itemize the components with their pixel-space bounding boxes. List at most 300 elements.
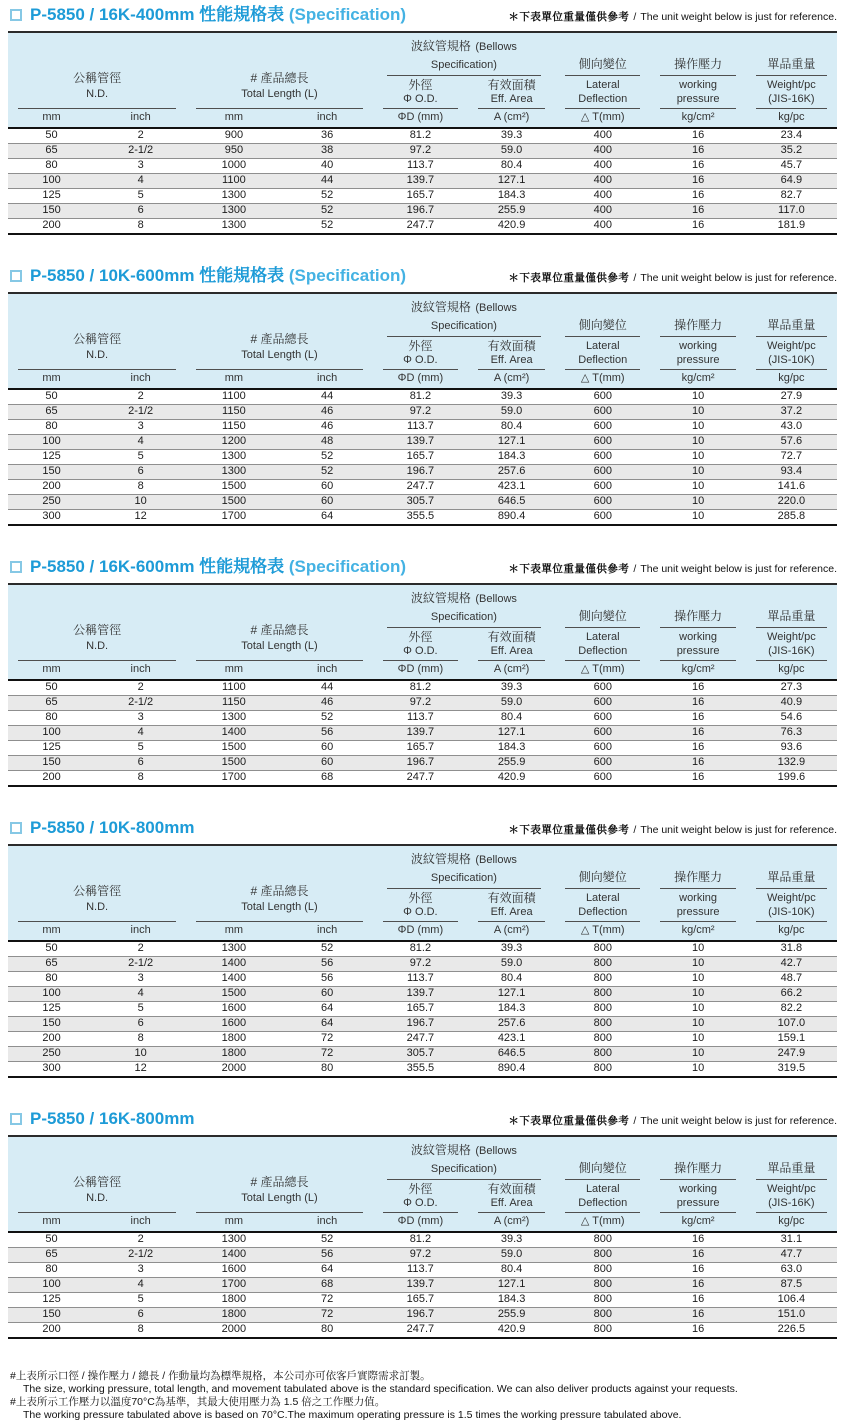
working-pressure-label-zh: 操作壓力 <box>674 609 723 623</box>
table-cell: 150 <box>42 204 61 216</box>
table-cell: 800 <box>593 1278 612 1290</box>
table-cell: 226.5 <box>777 1323 806 1335</box>
table-cell: 184.3 <box>497 189 526 201</box>
table-cell: 600 <box>593 465 612 477</box>
table-cell: 16 <box>691 681 705 693</box>
table-cell: 1500 <box>221 756 247 768</box>
col-lateral-deflection-en <box>555 1180 650 1213</box>
unit-length-inch: inch <box>282 370 373 389</box>
section-title <box>10 5 406 25</box>
lateral-deflection-label-en2: Deflection <box>578 906 628 918</box>
table-cell: 113.7 <box>407 972 434 984</box>
table-cell: 65 <box>45 957 58 969</box>
table-body <box>8 1232 837 1338</box>
table-cell: 80 <box>321 1062 334 1074</box>
table-cell: 16 <box>691 741 705 753</box>
section-title-text <box>30 266 406 286</box>
table-cell: 64.9 <box>780 174 803 186</box>
table-row <box>8 1248 837 1263</box>
table-cell: 151.0 <box>777 1308 806 1320</box>
table-cell: 200 <box>42 480 61 492</box>
unit-length-mm: mm <box>186 922 281 941</box>
lateral-deflection-label-en1: Lateral <box>585 631 620 643</box>
table-cell: 57.6 <box>780 435 803 447</box>
table-cell: 1800 <box>221 1047 247 1059</box>
unit-weight-label-zh: 單品重量 <box>767 57 816 71</box>
table-cell: 16 <box>691 189 705 201</box>
lateral-deflection-label-zh: 側向變位 <box>578 870 627 884</box>
table-cell: 400 <box>593 144 612 156</box>
col-nominal-diameter <box>8 845 186 922</box>
col-bellows-spec <box>373 845 555 889</box>
table-row <box>8 159 837 174</box>
table-cell: 6 <box>137 204 144 216</box>
table-cell: 39.3 <box>500 681 523 693</box>
table-cell: 420.9 <box>497 219 526 231</box>
weight-flange-class: (JIS-16K) <box>768 93 815 105</box>
table-row <box>8 219 837 235</box>
unit-weight: kg/pc <box>746 922 837 941</box>
table-cell: 8 <box>137 771 144 783</box>
table-cell: 60 <box>321 987 334 999</box>
product-model: P-5850 / 10K-800mm <box>30 818 195 837</box>
table-cell: 10 <box>691 942 705 954</box>
effective-area-label-zh: 有效面積 <box>487 891 536 905</box>
lateral-deflection-label-zh: 側向變位 <box>578 57 627 71</box>
table-cell: 800 <box>593 987 612 999</box>
unit-nd-inch: inch <box>95 109 186 128</box>
table-cell: 1400 <box>221 726 247 738</box>
table-cell: 10 <box>691 957 705 969</box>
table-cell: 250 <box>42 1047 61 1059</box>
col-total-length <box>186 1136 373 1213</box>
table-cell: 52 <box>321 219 334 231</box>
table-cell: 39.3 <box>500 390 523 402</box>
unit-weight: kg/pc <box>746 109 837 128</box>
section-title-row <box>8 5 837 25</box>
table-cell: 10 <box>691 435 705 447</box>
table-cell: 16 <box>691 711 705 723</box>
product-model: P-5850 / 10K-600mm 性能規格表 <box>30 266 285 285</box>
table-cell: 1100 <box>222 390 246 402</box>
nominal-diameter-label-en: N.D. <box>86 900 109 913</box>
table-cell: 23.4 <box>780 129 803 141</box>
table-cell: 10 <box>134 495 147 507</box>
table-row <box>8 1293 837 1308</box>
section-title <box>10 818 194 838</box>
col-total-length <box>186 584 373 661</box>
table-cell: 2-1/2 <box>128 1248 154 1260</box>
table-cell: 420.9 <box>497 771 526 783</box>
table-cell: 16 <box>691 1233 705 1245</box>
col-outer-diameter <box>373 337 468 370</box>
nominal-diameter-label-en: N.D. <box>86 1191 109 1204</box>
table-header <box>8 1136 837 1232</box>
unit-weight-label-en: Weight/pc <box>767 340 816 352</box>
reference-note <box>508 270 837 286</box>
unit-outer-diameter: ΦD (mm) <box>373 370 468 389</box>
table-cell: 87.5 <box>780 1278 803 1290</box>
table-cell: 600 <box>593 450 612 462</box>
lateral-deflection-label-en1: Lateral <box>585 1183 620 1195</box>
spec-table <box>8 583 837 787</box>
table-cell: 10 <box>691 1032 705 1044</box>
table-cell: 10 <box>691 987 705 999</box>
table-cell: 220.0 <box>777 495 806 507</box>
table-cell: 10 <box>691 1047 705 1059</box>
table-cell: 52 <box>321 450 334 462</box>
table-cell: 184.3 <box>497 1002 526 1014</box>
checkbox-icon <box>10 822 22 834</box>
table-cell: 1800 <box>221 1293 247 1305</box>
table-cell: 65 <box>45 696 58 708</box>
table-cell: 600 <box>593 405 612 417</box>
table-cell: 247.7 <box>406 771 435 783</box>
col-outer-diameter <box>373 628 468 661</box>
table-cell: 355.5 <box>406 510 435 522</box>
table-cell: 6 <box>137 465 144 477</box>
table-cell: 80.4 <box>500 420 523 432</box>
table-cell: 10 <box>691 1017 705 1029</box>
table-cell: 3 <box>137 159 144 171</box>
footnote-zh-2: #上表所示工作壓力以溫度70°C為基準，其最大使用壓力為 1.5 倍之工作壓力值。 <box>10 1396 386 1408</box>
table-cell: 400 <box>593 204 612 216</box>
table-cell: 2000 <box>221 1062 247 1074</box>
col-working-pressure-en <box>650 628 745 661</box>
table-cell: 1500 <box>221 480 247 492</box>
unit-deflection: △ T(mm) <box>555 1213 650 1232</box>
col-nominal-diameter <box>8 584 186 661</box>
table-cell: 196.7 <box>406 1308 435 1320</box>
unit-length-mm: mm <box>186 661 281 680</box>
lateral-deflection-label-en2: Deflection <box>578 1197 628 1209</box>
table-cell: 247.7 <box>406 1032 435 1044</box>
table-cell: 12 <box>134 510 147 522</box>
unit-effective-area: A (cm²) <box>468 1213 555 1232</box>
table-cell: 2 <box>137 1233 144 1245</box>
effective-area-label-en: Eff. Area <box>490 93 533 105</box>
table-cell: 52 <box>321 942 334 954</box>
table-cell: 184.3 <box>497 450 526 462</box>
table-cell: 39.3 <box>500 942 523 954</box>
table-cell: 31.8 <box>780 942 803 954</box>
table-cell: 800 <box>593 972 612 984</box>
table-cell: 196.7 <box>406 204 435 216</box>
checkbox-icon <box>10 9 22 21</box>
reference-note-en: The unit weight below is just for reference. <box>640 11 837 23</box>
col-unit-weight-en <box>746 1180 837 1213</box>
col-unit-weight <box>746 1136 837 1180</box>
reference-note-zh: ＊下表單位重量僅供參考 <box>508 11 630 23</box>
table-cell: 139.7 <box>406 987 435 999</box>
footnote-zh-1: #上表所示口徑 / 操作壓力 / 總長 / 作動量均為標準規格，本公司亦可依客戶實際需求訂製。 <box>10 1370 431 1382</box>
working-pressure-label-zh: 操作壓力 <box>674 318 723 332</box>
col-lateral-deflection-en <box>555 889 650 922</box>
table-cell: 600 <box>593 711 612 723</box>
table-cell: 97.2 <box>409 957 432 969</box>
section-title-text <box>30 5 406 25</box>
table-cell: 1150 <box>222 405 246 417</box>
col-lateral-deflection <box>555 845 650 889</box>
outer-diameter-label-zh: 外徑 <box>408 891 433 905</box>
effective-area-label-en: Eff. Area <box>490 645 533 657</box>
table-cell: 2 <box>137 681 144 693</box>
spec-table <box>8 31 837 235</box>
table-cell: 81.2 <box>409 1233 432 1245</box>
table-cell: 2 <box>137 942 144 954</box>
total-length-label-zh: # 產品總長 <box>250 622 309 637</box>
table-cell: 59.0 <box>500 405 523 417</box>
effective-area-label-zh: 有效面積 <box>487 630 536 644</box>
table-cell: 8 <box>137 480 144 492</box>
outer-diameter-label-en: Φ O.D. <box>403 645 438 657</box>
col-unit-weight-en <box>746 889 837 922</box>
table-cell: 800 <box>593 1263 612 1275</box>
spec-table <box>8 844 837 1078</box>
table-cell: 50 <box>45 129 58 141</box>
table-cell: 5 <box>137 741 144 753</box>
col-bellows-spec <box>373 1136 555 1180</box>
unit-nd-inch: inch <box>95 1213 186 1232</box>
spec-section <box>8 5 837 235</box>
unit-deflection: △ T(mm) <box>555 661 650 680</box>
table-cell: 16 <box>691 204 705 216</box>
table-cell: 80 <box>45 711 58 723</box>
table-row <box>8 941 837 957</box>
unit-weight-label-zh: 單品重量 <box>767 870 816 884</box>
unit-nd-mm: mm <box>8 1213 95 1232</box>
table-cell: 250 <box>42 495 61 507</box>
table-cell: 16 <box>691 174 705 186</box>
table-cell: 1700 <box>221 1278 247 1290</box>
table-cell: 1800 <box>221 1308 247 1320</box>
spec-section <box>8 818 837 1078</box>
table-cell: 113.7 <box>407 420 434 432</box>
table-cell: 600 <box>593 435 612 447</box>
table-cell: 50 <box>45 390 58 402</box>
table-cell: 56 <box>321 726 334 738</box>
col-lateral-deflection <box>555 293 650 337</box>
table-cell: 10 <box>691 390 705 402</box>
table-cell: 800 <box>593 1032 612 1044</box>
col-lateral-deflection <box>555 584 650 628</box>
table-cell: 600 <box>593 480 612 492</box>
table-cell: 400 <box>593 189 612 201</box>
table-cell: 127.1 <box>497 726 526 738</box>
table-cell: 80 <box>45 1263 58 1275</box>
table-cell: 600 <box>593 390 612 402</box>
table-cell: 72 <box>321 1032 334 1044</box>
table-cell: 127.1 <box>497 987 526 999</box>
table-cell: 82.7 <box>780 189 803 201</box>
table-cell: 56 <box>321 972 334 984</box>
table-row <box>8 204 837 219</box>
section-title <box>10 557 406 577</box>
table-cell: 113.7 <box>407 1263 434 1275</box>
unit-outer-diameter: ΦD (mm) <box>373 661 468 680</box>
section-title-row <box>8 266 837 286</box>
outer-diameter-label-en: Φ O.D. <box>403 354 438 366</box>
col-working-pressure <box>650 845 745 889</box>
col-bellows-spec <box>373 293 555 337</box>
table-row <box>8 771 837 787</box>
table-cell: 65 <box>45 405 58 417</box>
reference-note-en: The unit weight below is just for reference. <box>640 272 837 284</box>
col-lateral-deflection <box>555 32 650 76</box>
table-cell: 4 <box>137 435 144 447</box>
unit-weight-label-en: Weight/pc <box>767 1183 816 1195</box>
lateral-deflection-label-zh: 側向變位 <box>578 609 627 623</box>
table-cell: 127.1 <box>497 435 526 447</box>
table-row <box>8 389 837 405</box>
table-cell: 1700 <box>221 771 247 783</box>
reference-note-en: The unit weight below is just for reference. <box>640 563 837 575</box>
reference-note-zh: ＊下表單位重量僅供參考 <box>508 1115 630 1127</box>
col-effective-area <box>468 337 555 370</box>
table-cell: 16 <box>691 1293 705 1305</box>
table-cell: 10 <box>691 420 705 432</box>
table-cell: 56 <box>321 957 334 969</box>
table-cell: 50 <box>45 1233 58 1245</box>
table-cell: 6 <box>137 756 144 768</box>
table-cell: 165.7 <box>406 1002 435 1014</box>
table-row <box>8 435 837 450</box>
table-cell: 2000 <box>221 1323 247 1335</box>
col-effective-area <box>468 628 555 661</box>
reference-note-en: The unit weight below is just for reference. <box>640 824 837 836</box>
weight-flange-class: (JIS-16K) <box>768 645 815 657</box>
table-cell: 400 <box>593 129 612 141</box>
col-unit-weight <box>746 845 837 889</box>
col-total-length <box>186 32 373 109</box>
col-nominal-diameter <box>8 293 186 370</box>
unit-weight: kg/pc <box>746 661 837 680</box>
table-cell: 5 <box>137 1002 144 1014</box>
section-title-text <box>30 557 406 577</box>
table-cell: 1300 <box>221 189 247 201</box>
table-cell: 6 <box>137 1308 144 1320</box>
table-cell: 72 <box>321 1047 334 1059</box>
table-cell: 16 <box>691 1323 705 1335</box>
table-row <box>8 972 837 987</box>
table-cell: 646.5 <box>497 1047 526 1059</box>
table-cell: 800 <box>593 1047 612 1059</box>
unit-nd-inch: inch <box>95 922 186 941</box>
table-cell: 60 <box>321 480 334 492</box>
table-cell: 1300 <box>221 942 247 954</box>
table-cell: 1600 <box>221 1263 247 1275</box>
outer-diameter-label-zh: 外徑 <box>408 630 433 644</box>
nominal-diameter-label-zh: 公稱管徑 <box>73 883 122 898</box>
table-cell: 199.6 <box>777 771 806 783</box>
table-header <box>8 293 837 389</box>
table-cell: 125 <box>42 1002 61 1014</box>
table-cell: 355.5 <box>406 1062 435 1074</box>
col-working-pressure-en <box>650 337 745 370</box>
table-cell: 44 <box>321 174 334 186</box>
unit-length-inch: inch <box>282 109 373 128</box>
table-cell: 65 <box>45 1248 58 1260</box>
table-cell: 48.7 <box>780 972 803 984</box>
total-length-label-zh: # 產品總長 <box>250 70 309 85</box>
table-cell: 3 <box>137 972 144 984</box>
table-row <box>8 711 837 726</box>
table-cell: 6 <box>137 1017 144 1029</box>
working-pressure-label-en2: pressure <box>676 93 720 105</box>
table-cell: 60 <box>321 756 334 768</box>
outer-diameter-label-en: Φ O.D. <box>403 93 438 105</box>
table-cell: 890.4 <box>497 1062 526 1074</box>
table-cell: 80.4 <box>500 159 523 171</box>
table-cell: 44 <box>321 390 334 402</box>
spec-label: (Specification) <box>288 557 407 576</box>
table-cell: 5 <box>137 189 144 201</box>
working-pressure-label-en1: working <box>679 631 718 643</box>
table-cell: 100 <box>42 174 61 186</box>
bellows-spec-label-en: (Bellows Specification) <box>430 41 517 71</box>
table-cell: 196.7 <box>406 1017 435 1029</box>
table-header <box>8 584 837 680</box>
working-pressure-label-zh: 操作壓力 <box>674 1161 723 1175</box>
reference-note-separator: / <box>633 824 637 836</box>
col-working-pressure <box>650 584 745 628</box>
table-cell: 125 <box>42 741 61 753</box>
table-cell: 1000 <box>221 159 247 171</box>
table-cell: 81.2 <box>409 942 432 954</box>
unit-length-mm: mm <box>186 1213 281 1232</box>
lateral-deflection-label-zh: 側向變位 <box>578 1161 627 1175</box>
nominal-diameter-label-zh: 公稱管徑 <box>73 1174 122 1189</box>
table-cell: 66.2 <box>780 987 803 999</box>
table-cell: 45.7 <box>780 159 803 171</box>
table-cell: 127.1 <box>497 174 526 186</box>
col-total-length <box>186 293 373 370</box>
reference-note-separator: / <box>633 272 637 284</box>
table-cell: 165.7 <box>406 450 435 462</box>
table-cell: 107.0 <box>777 1017 806 1029</box>
table-cell: 1400 <box>221 972 247 984</box>
table-cell: 97.2 <box>409 696 432 708</box>
col-effective-area <box>468 889 555 922</box>
table-cell: 181.9 <box>777 219 806 231</box>
spec-table <box>8 1135 837 1339</box>
table-cell: 82.2 <box>780 1002 803 1014</box>
table-cell: 1300 <box>221 711 247 723</box>
table-cell: 420.9 <box>497 1323 526 1335</box>
table-cell: 139.7 <box>406 726 435 738</box>
table-cell: 10 <box>691 495 705 507</box>
outer-diameter-label-en: Φ O.D. <box>403 1197 438 1209</box>
table-cell: 1400 <box>221 957 247 969</box>
working-pressure-label-en2: pressure <box>676 906 720 918</box>
table-cell: 10 <box>691 1002 705 1014</box>
footnote-en-1: The size, working pressure, total length, and movement tabulated above is the standard specification. We can also deliver products against your requests. <box>23 1383 738 1395</box>
table-cell: 27.9 <box>780 390 803 402</box>
effective-area-label-en: Eff. Area <box>490 1197 533 1209</box>
table-cell: 2 <box>137 390 144 402</box>
table-cell: 800 <box>593 1002 612 1014</box>
unit-pressure: kg/cm² <box>650 922 745 941</box>
weight-flange-class: (JIS-10K) <box>768 906 815 918</box>
table-cell: 800 <box>593 1293 612 1305</box>
reference-note <box>508 561 837 577</box>
unit-effective-area: A (cm²) <box>468 922 555 941</box>
unit-deflection: △ T(mm) <box>555 922 650 941</box>
nominal-diameter-label-zh: 公稱管徑 <box>73 622 122 637</box>
table-cell: 10 <box>691 465 705 477</box>
table-cell: 139.7 <box>406 435 435 447</box>
table-body <box>8 680 837 786</box>
